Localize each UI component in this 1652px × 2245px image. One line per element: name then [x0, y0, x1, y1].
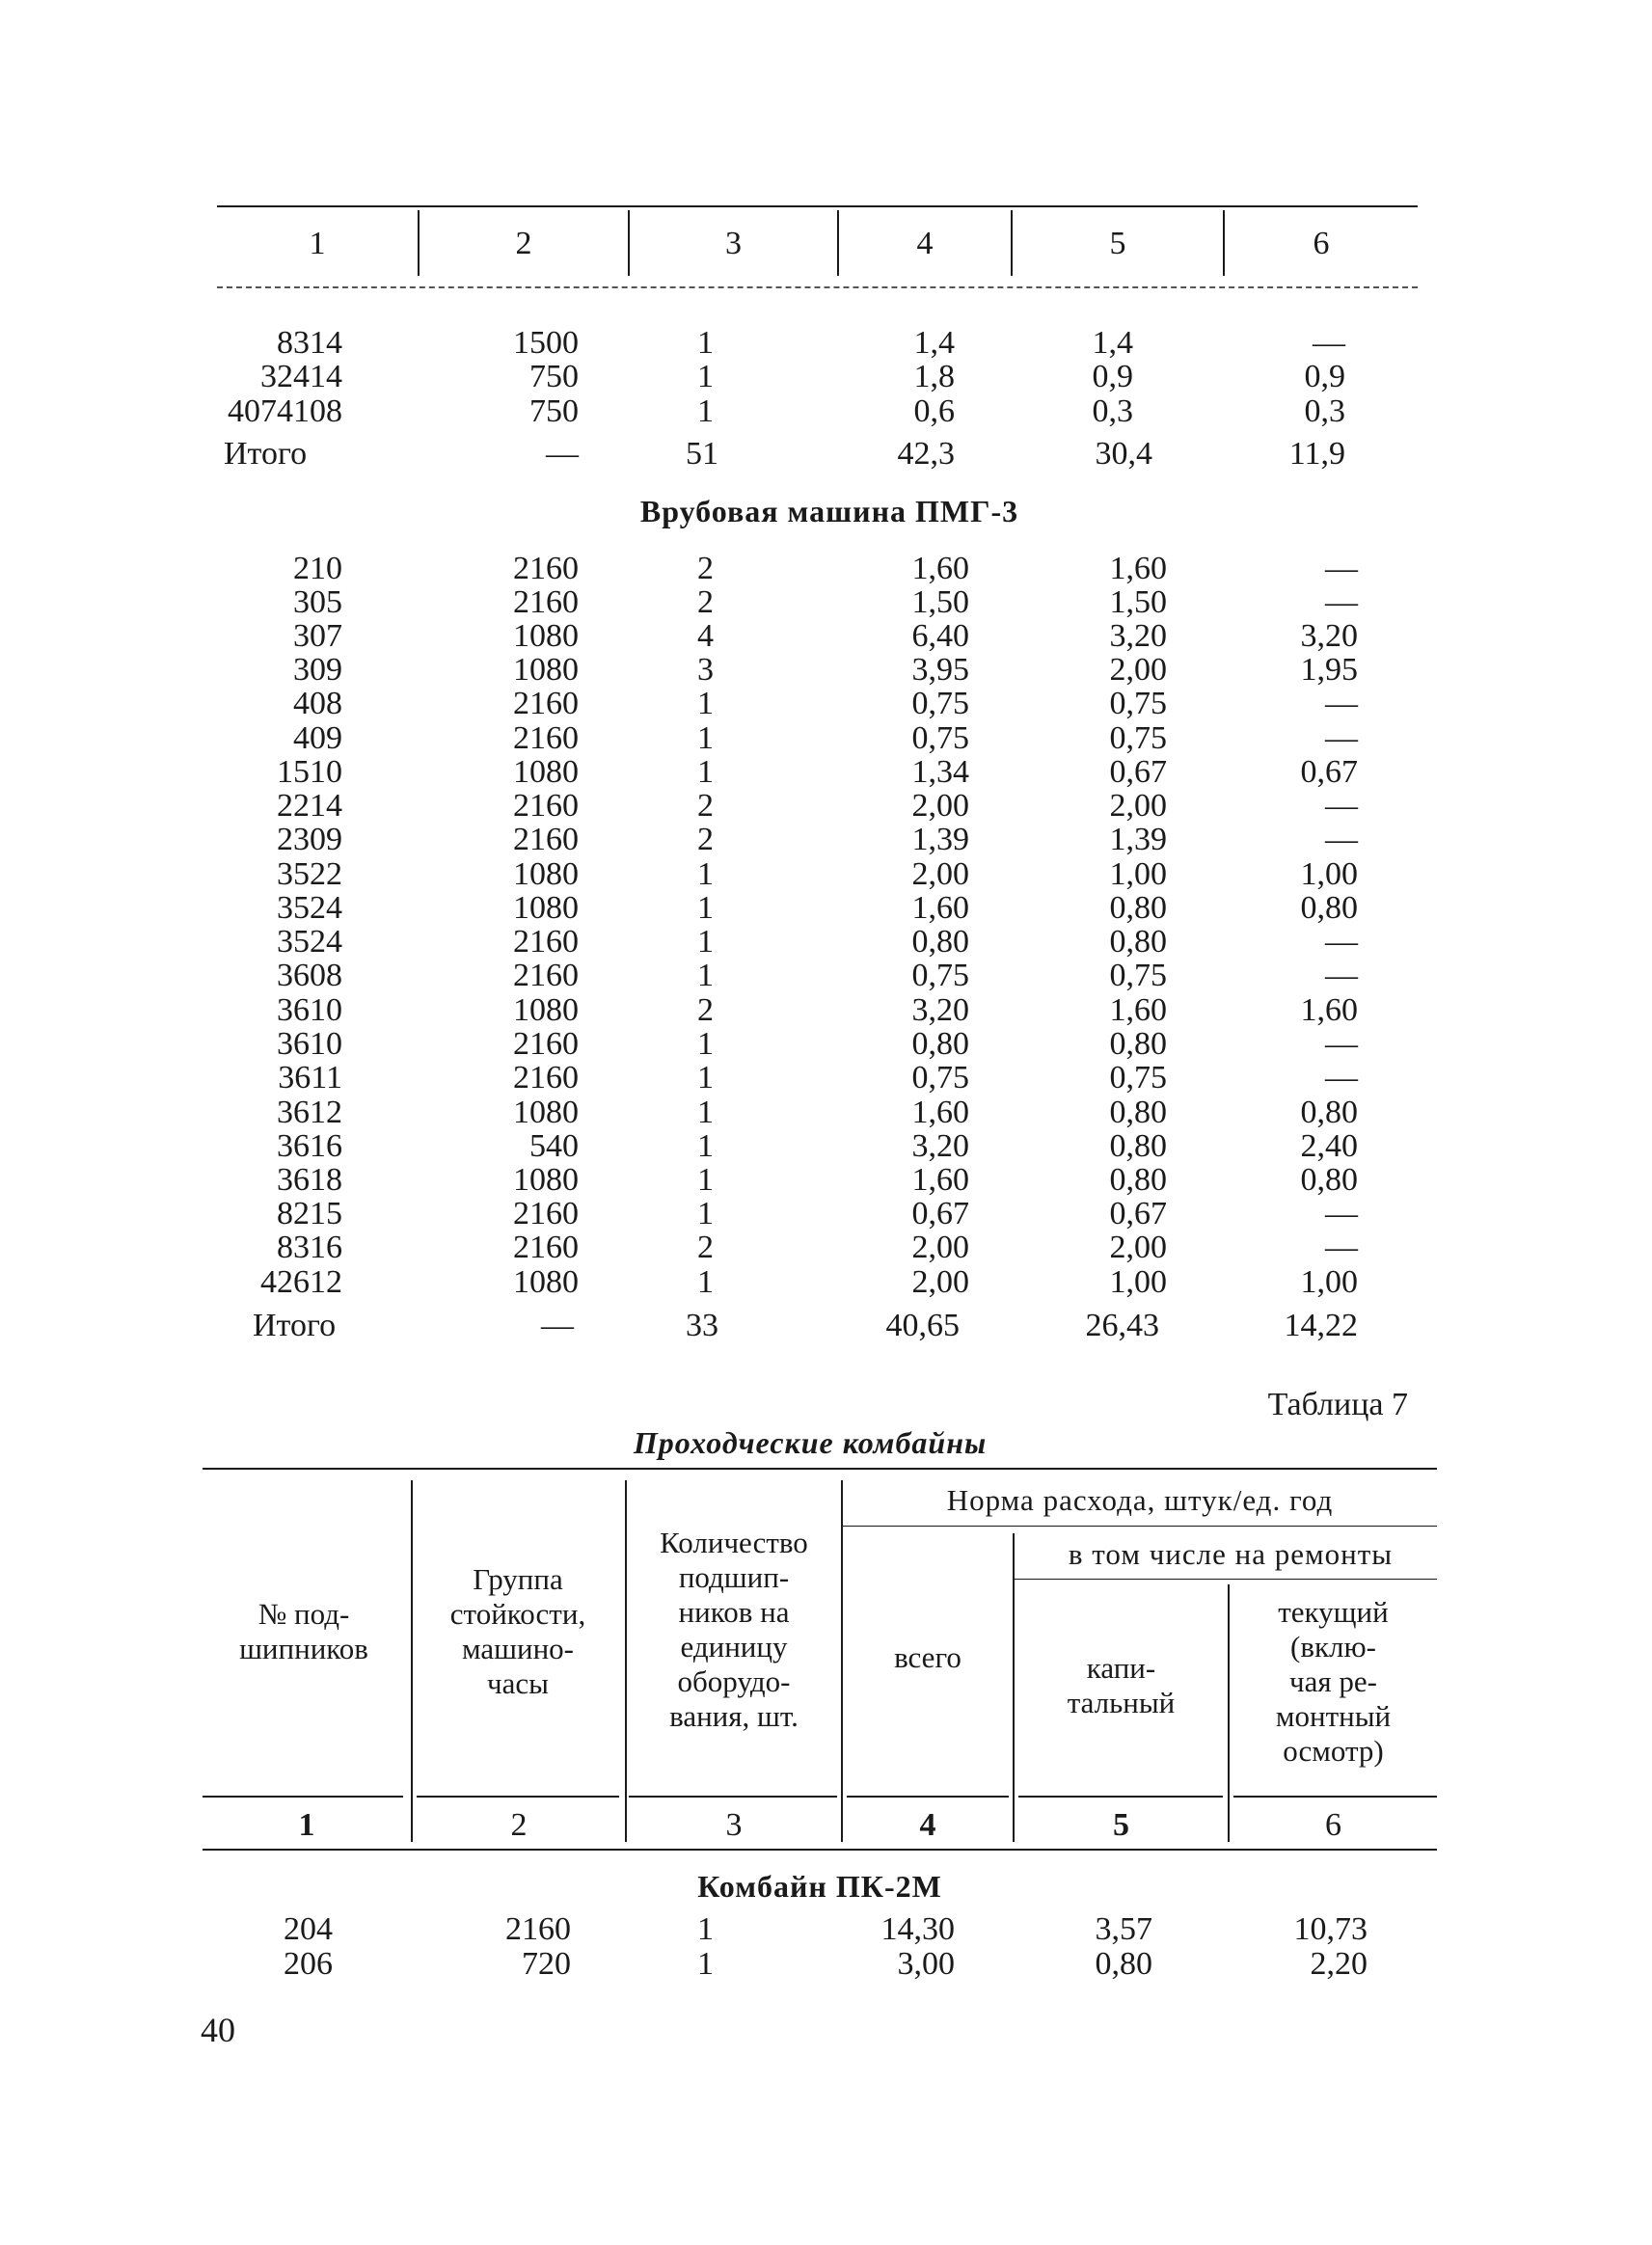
section-title: Врубовая машина ПМГ-3	[639, 494, 1019, 528]
table-top-rule	[217, 205, 1418, 207]
norm-total: 1,60	[911, 551, 969, 586]
bearing-quantity: 1	[697, 686, 714, 721]
header-rule	[203, 1796, 403, 1798]
bearing-quantity: 1	[697, 1095, 714, 1130]
bearing-quantity: 1	[697, 1264, 714, 1300]
norm-current: —	[1325, 788, 1358, 824]
col-number: 1	[309, 226, 326, 261]
col-number: 5	[1113, 1807, 1129, 1843]
header-norm: Норма расхода, штук/ед. год	[946, 1483, 1334, 1517]
norm-capital: 0,75	[1109, 1060, 1167, 1095]
column-number-rule	[203, 1849, 1437, 1851]
durability-group: 1080	[513, 992, 579, 1028]
norm-current: —	[1325, 1060, 1358, 1095]
bearing-number: 3612	[277, 1095, 342, 1130]
durability-group: 1080	[513, 1264, 579, 1300]
norm-capital: 1,60	[1109, 992, 1167, 1028]
norm-capital: 1,00	[1109, 1264, 1167, 1300]
norm-total: 40,65	[885, 1308, 960, 1343]
bearing-number: 305	[293, 584, 342, 620]
norm-total: 1,39	[911, 822, 969, 857]
bearing-quantity: 1	[697, 393, 714, 429]
norm-total: 0,75	[911, 686, 969, 721]
header-total: всего	[894, 1640, 961, 1674]
norm-total: 42,3	[897, 436, 955, 472]
norm-total: 3,20	[911, 1128, 969, 1164]
durability-group: 540	[529, 1128, 579, 1164]
durability-group: 1080	[513, 754, 579, 790]
norm-capital: 2,00	[1109, 1230, 1167, 1265]
norm-current: —	[1313, 325, 1345, 361]
norm-capital: 0,80	[1109, 1095, 1167, 1130]
col-number: 1	[298, 1807, 315, 1843]
norm-capital: 2,00	[1109, 788, 1167, 824]
norm-current: 0,9	[1304, 359, 1345, 394]
norm-total: 1,50	[911, 584, 969, 620]
header-rule	[1233, 1796, 1437, 1798]
norm-capital: 1,50	[1109, 584, 1167, 620]
bearing-quantity: 1	[697, 1946, 714, 1982]
norm-current: —	[1325, 1196, 1358, 1231]
bearing-number: 1510	[277, 754, 342, 790]
bearing-number: 2214	[277, 788, 342, 824]
header-current: текущий (вклю- чая ре- монтный осмотр)	[1275, 1595, 1392, 1768]
norm-total: 0,75	[911, 720, 969, 756]
norm-capital: 0,80	[1109, 1128, 1167, 1164]
norm-total: 1,8	[913, 359, 955, 394]
norm-capital: 1,60	[1109, 551, 1167, 586]
durability-group: 720	[522, 1946, 571, 1982]
durability-group: 1080	[513, 652, 579, 688]
norm-current: —	[1325, 584, 1358, 620]
bearing-quantity: 2	[697, 822, 714, 857]
bearing-number: 42612	[260, 1264, 342, 1300]
norm-total: 2,00	[911, 1264, 969, 1300]
norm-total: 3,00	[897, 1946, 955, 1982]
norm-capital: 0,80	[1109, 924, 1167, 960]
norm-current: 2,20	[1310, 1946, 1368, 1982]
norm-capital: 0,9	[1092, 359, 1133, 394]
norm-capital: 1,00	[1109, 856, 1167, 892]
durability-group: 750	[529, 393, 579, 429]
bearing-quantity: 1	[697, 856, 714, 892]
durability-group: 1080	[513, 1095, 579, 1130]
bearing-number: 307	[293, 618, 342, 654]
durability-group: 1080	[513, 890, 579, 926]
durability-group: 2160	[513, 720, 579, 756]
durability-group: 2160	[513, 822, 579, 857]
col-number: 6	[1313, 226, 1330, 261]
norm-capital: 30,4	[1095, 436, 1152, 472]
bearing-quantity: 33	[686, 1308, 718, 1343]
norm-current: 10,73	[1293, 1911, 1368, 1947]
header-rule	[1018, 1796, 1223, 1798]
bearing-number: 210	[293, 551, 342, 586]
durability-group: 1500	[513, 325, 579, 361]
norm-current: 14,22	[1284, 1308, 1358, 1343]
bearing-quantity: 1	[697, 754, 714, 790]
norm-total: 0,75	[911, 958, 969, 993]
bearing-quantity: 1	[697, 890, 714, 926]
norm-current: —	[1325, 720, 1358, 756]
norm-total: 1,4	[913, 325, 955, 361]
norm-current: 0,80	[1300, 1162, 1358, 1198]
durability-group: 2160	[513, 551, 579, 586]
header-bearing-number: № под- шипников	[239, 1597, 368, 1665]
page-number: 40	[201, 2011, 235, 2049]
norm-current: 1,60	[1300, 992, 1358, 1028]
header-rule	[217, 286, 1418, 288]
bearing-number: 3610	[277, 1026, 342, 1062]
bearing-quantity: 1	[697, 325, 714, 361]
norm-current: —	[1325, 1230, 1358, 1265]
bearing-quantity: 1	[697, 1128, 714, 1164]
norm-rule	[843, 1526, 1437, 1527]
norm-total: 6,40	[911, 618, 969, 654]
norm-current: 3,20	[1300, 618, 1358, 654]
bearing-number: 3610	[277, 992, 342, 1028]
norm-current: 1,00	[1300, 856, 1358, 892]
bearing-number: 8316	[277, 1230, 342, 1265]
bearing-quantity: 1	[697, 359, 714, 394]
total-label: Итого	[224, 436, 308, 472]
bearing-number: 408	[293, 686, 342, 721]
durability-group: 2160	[513, 1060, 579, 1095]
bearing-number: 204	[284, 1911, 333, 1947]
bearing-quantity: 1	[697, 1026, 714, 1062]
norm-capital: 3,20	[1109, 618, 1167, 654]
norm-total: 2,00	[911, 1230, 969, 1265]
bearing-number: 3522	[277, 856, 342, 892]
section-title: Комбайн ПК-2М	[697, 1869, 942, 1904]
norm-current: 11,9	[1288, 436, 1345, 472]
norm-total: 2,00	[911, 856, 969, 892]
norm-current: —	[1325, 1026, 1358, 1062]
bearing-number: 4074108	[228, 393, 342, 429]
norm-capital: 0,3	[1092, 393, 1133, 429]
bearing-quantity: 2	[697, 1230, 714, 1265]
bearing-quantity: 3	[697, 652, 714, 688]
col-number: 4	[919, 1807, 936, 1843]
norm-current: 0,67	[1300, 754, 1358, 790]
bearing-quantity: 1	[697, 1060, 714, 1095]
norm-total: 0,75	[911, 1060, 969, 1095]
table-top-rule	[203, 1468, 1437, 1470]
incl-rule	[1015, 1579, 1437, 1580]
col-number: 3	[725, 226, 742, 261]
bearing-quantity: 1	[697, 1911, 714, 1947]
bearing-quantity: 1	[697, 1162, 714, 1198]
norm-capital: 0,75	[1109, 720, 1167, 756]
bearing-number: 309	[293, 652, 342, 688]
norm-total: 3,20	[911, 992, 969, 1028]
header-including: в том числе на ремонты	[1068, 1537, 1394, 1571]
bearing-quantity: 1	[697, 1196, 714, 1231]
norm-total: 0,80	[911, 924, 969, 960]
norm-total: 0,6	[913, 393, 955, 429]
norm-total: 2,00	[911, 788, 969, 824]
bearing-number: 3616	[277, 1128, 342, 1164]
norm-capital: 3,57	[1095, 1911, 1152, 1947]
norm-total: 0,80	[911, 1026, 969, 1062]
norm-current: 0,80	[1300, 890, 1358, 926]
bearing-number: 409	[293, 720, 342, 756]
header-rule	[417, 1796, 619, 1798]
norm-capital: 26,43	[1085, 1308, 1159, 1343]
durability-group: 2160	[513, 958, 579, 993]
durability-group: 2160	[513, 584, 579, 620]
col-number: 6	[1325, 1807, 1341, 1843]
header-capital: капи- тальный	[1067, 1651, 1176, 1719]
norm-capital: 0,75	[1109, 686, 1167, 721]
norm-capital: 2,00	[1109, 652, 1167, 688]
bearing-quantity: 1	[697, 924, 714, 960]
bearing-number: 2309	[277, 822, 342, 857]
bearing-number: 32414	[260, 359, 342, 394]
norm-total: 1,34	[911, 754, 969, 790]
norm-capital: 0,80	[1109, 1026, 1167, 1062]
bearing-number: 8215	[277, 1196, 342, 1231]
bearing-quantity: 51	[686, 436, 718, 472]
durability-group: —	[541, 1308, 574, 1343]
norm-total: 3,95	[911, 652, 969, 688]
durability-group: 2160	[513, 1196, 579, 1231]
bearing-number: 3618	[277, 1162, 342, 1198]
durability-group: 2160	[513, 924, 579, 960]
norm-current: 1,95	[1300, 652, 1358, 688]
durability-group: 2160	[513, 686, 579, 721]
total-label: Итого	[253, 1308, 337, 1343]
durability-group: 1080	[513, 618, 579, 654]
header-bearing-quantity: Количество подшип- ников на единицу оборудо- вания, шт.	[660, 1526, 808, 1733]
bearing-quantity: 2	[697, 551, 714, 586]
durability-group: —	[546, 436, 579, 472]
norm-capital: 0,67	[1109, 1196, 1167, 1231]
durability-group: 1080	[513, 1162, 579, 1198]
bearing-number: 8314	[277, 325, 342, 361]
norm-current: —	[1325, 822, 1358, 857]
table-label: Таблица 7	[1267, 1387, 1408, 1422]
norm-capital: 0,80	[1095, 1946, 1152, 1982]
header-rule	[847, 1796, 1009, 1798]
bearing-quantity: 2	[697, 584, 714, 620]
bearing-quantity: 2	[697, 992, 714, 1028]
durability-group: 2160	[505, 1911, 571, 1947]
col-number: 2	[515, 226, 532, 261]
bearing-quantity: 2	[697, 788, 714, 824]
durability-group: 2160	[513, 1026, 579, 1062]
norm-total: 1,60	[911, 1095, 969, 1130]
header-durability-group: Группа стойкости, машино- часы	[449, 1562, 586, 1700]
bearing-quantity: 1	[697, 958, 714, 993]
norm-current: 1,00	[1300, 1264, 1358, 1300]
bearing-quantity: 4	[697, 618, 714, 654]
norm-total: 1,60	[911, 1162, 969, 1198]
norm-current: —	[1325, 551, 1358, 586]
norm-current: —	[1325, 958, 1358, 993]
col-number: 3	[725, 1807, 743, 1843]
durability-group: 2160	[513, 1230, 579, 1265]
durability-group: 750	[529, 359, 579, 394]
header-rule	[629, 1796, 837, 1798]
norm-total: 0,67	[911, 1196, 969, 1231]
norm-capital: 1,39	[1109, 822, 1167, 857]
bearing-number: 3524	[277, 890, 342, 926]
bearing-number: 206	[284, 1946, 333, 1982]
durability-group: 1080	[513, 856, 579, 892]
bearing-quantity: 1	[697, 720, 714, 756]
durability-group: 2160	[513, 788, 579, 824]
col-number: 4	[916, 226, 934, 261]
norm-capital: 0,67	[1109, 754, 1167, 790]
bearing-number: 3611	[278, 1060, 342, 1095]
norm-capital: 0,75	[1109, 958, 1167, 993]
norm-current: 2,40	[1300, 1128, 1358, 1164]
norm-current: —	[1325, 686, 1358, 721]
bearing-number: 3524	[277, 924, 342, 960]
col-number: 2	[510, 1807, 528, 1843]
norm-capital: 0,80	[1109, 890, 1167, 926]
bearing-number: 3608	[277, 958, 342, 993]
norm-current: 0,80	[1300, 1095, 1358, 1130]
table-title: Проходческие комбайны	[633, 1425, 988, 1460]
norm-total: 14,30	[880, 1911, 955, 1947]
norm-capital: 0,80	[1109, 1162, 1167, 1198]
norm-capital: 1,4	[1092, 325, 1133, 361]
col-number: 5	[1109, 226, 1126, 261]
norm-current: —	[1325, 924, 1358, 960]
norm-total: 1,60	[911, 890, 969, 926]
norm-current: 0,3	[1304, 393, 1345, 429]
